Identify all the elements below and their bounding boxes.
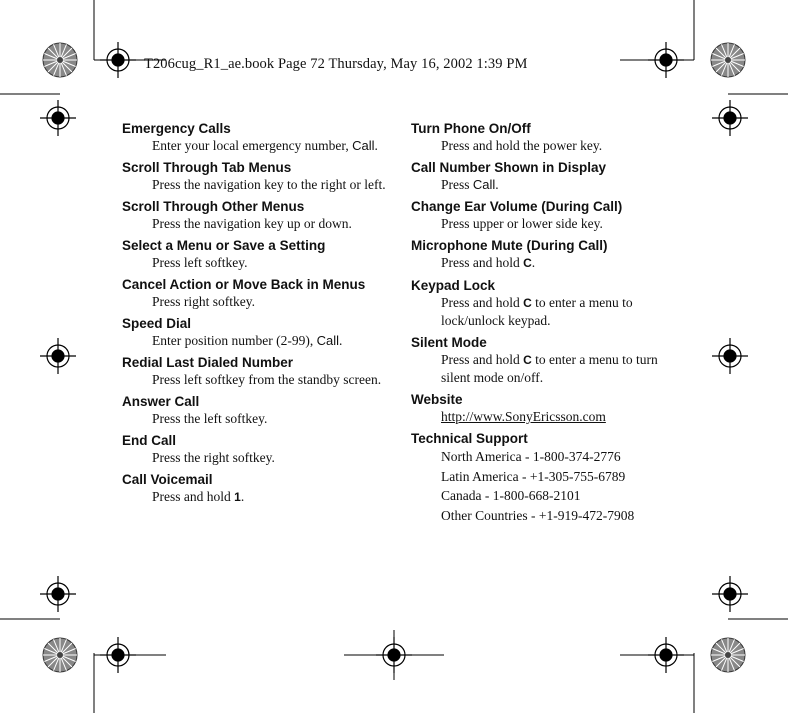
entry-cancel-action	[122, 276, 397, 310]
entry-title: Emergency Calls	[122, 121, 231, 136]
entry-text: Press and hold C to enter a menu to lock/unlock keypad.	[441, 295, 633, 328]
entry-change-ear-volume	[411, 198, 686, 232]
entry-keypad-lock	[411, 277, 686, 329]
entry-text: Press and hold 1.	[152, 489, 245, 504]
entry-title: Call Number Shown in Display	[411, 160, 607, 175]
support-line: Latin America - +1-305-755-6789	[441, 468, 626, 484]
entry-text: Press and hold C.	[441, 255, 536, 270]
entry-emergency-calls	[122, 120, 397, 154]
entry-title: Answer Call	[122, 394, 200, 409]
entry-call-voicemail	[122, 471, 397, 506]
entry-speed-dial	[122, 315, 397, 349]
entry-title: Change Ear Volume (During Call)	[411, 199, 623, 214]
entry-technical-support	[411, 430, 686, 525]
entry-turn-phone-on-off	[411, 120, 686, 154]
entry-title: Scroll Through Other Menus	[122, 199, 305, 214]
key-c: C	[523, 353, 532, 367]
entry-text: Press the left softkey.	[152, 411, 268, 426]
entry-title: Speed Dial	[122, 316, 192, 331]
entry-title: Cancel Action or Move Back in Menus	[122, 277, 366, 292]
entry-silent-mode	[411, 334, 686, 386]
entry-title: Microphone Mute (During Call)	[411, 238, 608, 253]
key-c: C	[523, 256, 532, 270]
entry-text: Press left softkey.	[152, 255, 248, 270]
entry-microphone-mute	[411, 237, 686, 272]
entry-website	[411, 391, 686, 425]
support-line: Canada - 1-800-668-2101	[441, 488, 581, 503]
running-head: T206cug_R1_ae.book Page 72 Thursday, May 16, 2002 1:39 PM	[144, 56, 528, 72]
entry-text: Enter your local emergency number, Call.	[152, 138, 378, 153]
entry-title: Silent Mode	[411, 335, 487, 350]
entry-title: Select a Menu or Save a Setting	[122, 238, 326, 253]
entry-scroll-tab-menus	[122, 159, 397, 193]
entry-title: End Call	[122, 433, 177, 448]
key-call: Call	[472, 177, 496, 192]
entry-title: Keypad Lock	[411, 278, 496, 293]
right-column	[411, 120, 686, 530]
entry-answer-call	[122, 393, 397, 427]
key-call: Call	[352, 138, 375, 153]
entry-text: Press Call.	[441, 177, 499, 192]
entry-redial	[122, 354, 397, 388]
entry-title: Scroll Through Tab Menus	[122, 160, 292, 175]
entry-title: Call Voicemail	[122, 472, 213, 487]
support-line: North America - 1-800-374-2776	[441, 449, 621, 464]
entry-text: Press upper or lower side key.	[441, 216, 603, 231]
support-numbers	[411, 447, 686, 525]
entry-select-menu	[122, 237, 397, 271]
entry-text: Enter position number (2-99), Call.	[152, 333, 343, 348]
key-1: 1	[234, 490, 241, 504]
entry-text: Press left softkey from the standby screen.	[152, 372, 382, 387]
website-link[interactable]: http://www.SonyEricsson.com	[441, 409, 606, 424]
entry-title: Website	[411, 392, 463, 407]
entry-text: Press right softkey.	[152, 294, 255, 309]
entry-call-number-shown	[411, 159, 686, 193]
key-c: C	[523, 296, 532, 310]
entry-text: Press the right softkey.	[152, 450, 275, 465]
entry-text: Press and hold C to enter a menu to turn silent mode on/off.	[441, 352, 658, 385]
entry-scroll-other-menus	[122, 198, 397, 232]
support-line: Other Countries - +1-919-472-7908	[441, 507, 635, 523]
key-call: Call	[316, 333, 339, 348]
left-column	[122, 120, 397, 511]
entry-title: Redial Last Dialed Number	[122, 355, 294, 370]
entry-title: Turn Phone On/Off	[411, 121, 531, 136]
entry-text: Press and hold the power key.	[441, 138, 603, 153]
entry-end-call	[122, 432, 397, 466]
entry-text: Press the navigation key to the right or left.	[152, 177, 386, 192]
entry-text: Press the navigation key up or down.	[152, 216, 352, 231]
entry-title: Technical Support	[411, 431, 528, 446]
